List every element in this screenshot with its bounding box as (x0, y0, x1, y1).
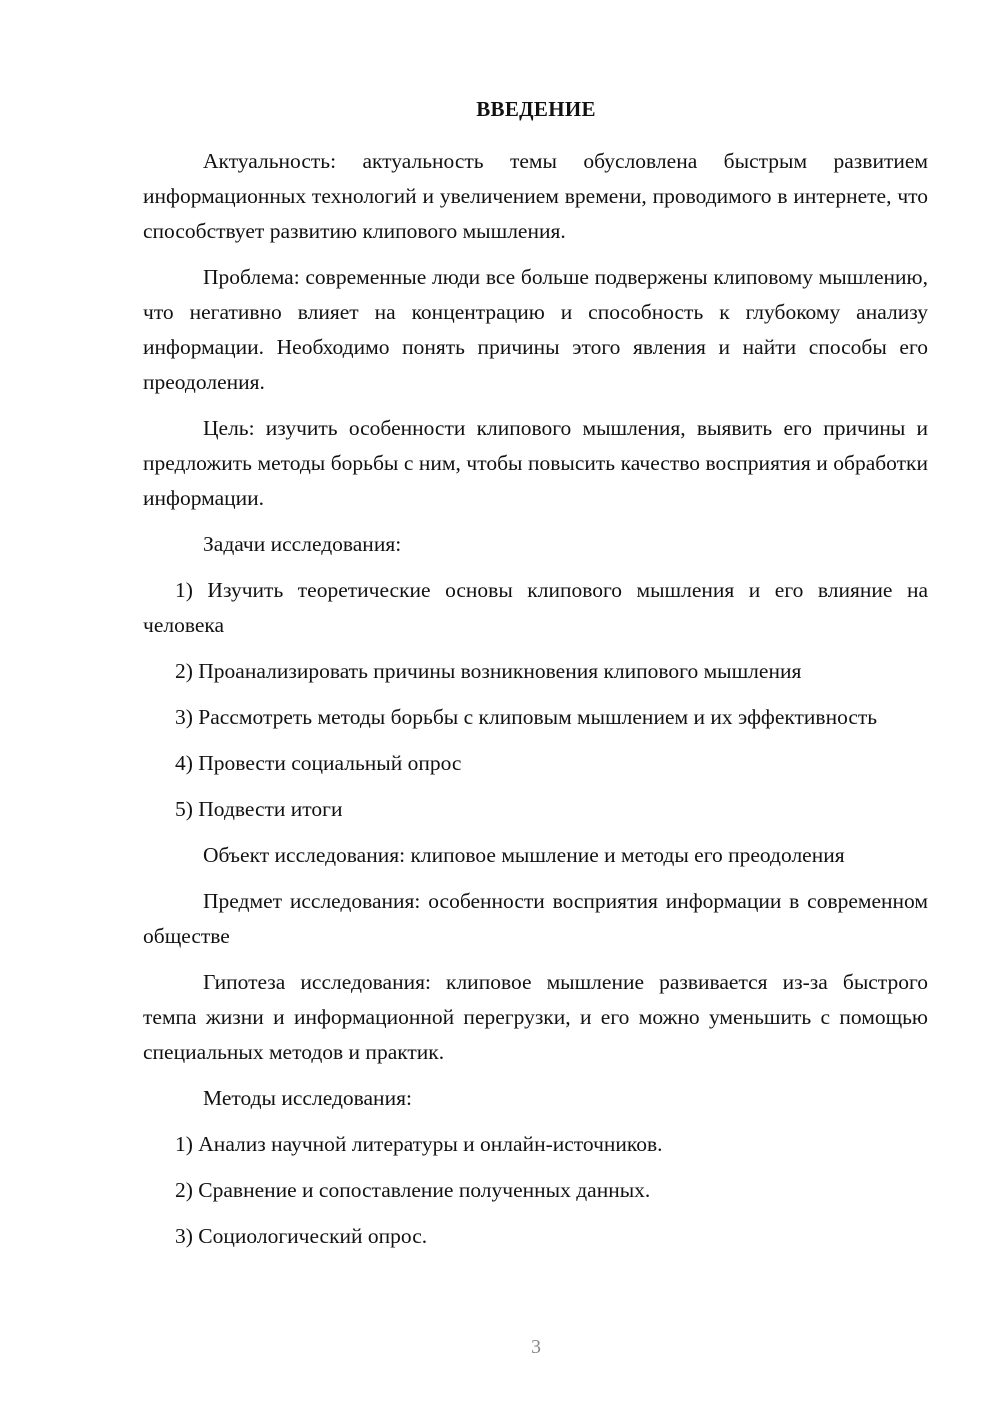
paragraph-methods-heading: Методы исследования: (203, 1086, 412, 1110)
paragraph-tasks-heading: Задачи исследования: (203, 532, 402, 556)
list-item-task-5: 5) Подвести итоги (175, 797, 343, 821)
paragraph-relevance: Актуальность: актуальность темы обусловлена быстрым развитием информационных технологий и увеличением времени, проводимого в интернете, что способствует развитию клипового мышления. (143, 149, 928, 243)
paragraph-object: Объект исследования: клиповое мышление и методы его преодоления (203, 843, 845, 867)
paragraph-goal: Цель: изучить особенности клипового мышления, выявить его причины и предложить методы борьбы с ним, чтобы повысить качество восприятия и обработки информации. (143, 416, 928, 510)
list-item-task-1: 1) Изучить теоретические основы клипового мышления и его влияние на человека (143, 578, 928, 637)
list-item-method-1: 1) Анализ научной литературы и онлайн-источников. (175, 1132, 663, 1156)
list-item-task-2: 2) Проанализировать причины возникновения клипового мышления (175, 659, 802, 683)
paragraph-problem: Проблема: современные люди все больше подвержены клиповому мышлению, что негативно влияет на концентрацию и способность к глубокому анализу информации. Необходимо понять причины этого явления и найти способы его преодоления. (143, 265, 928, 394)
paragraph-hypothesis: Гипотеза исследования: клиповое мышление развивается из-за быстрого темпа жизни и информационной перегрузки, и его можно уменьшить с помощью специальных методов и практик. (143, 970, 928, 1064)
page-title: ВВЕДЕНИЕ (476, 97, 596, 121)
list-item-method-2: 2) Сравнение и сопоставление полученных данных. (175, 1178, 651, 1202)
page-number: 3 (531, 1336, 541, 1358)
list-item-method-3: 3) Социологический опрос. (175, 1224, 428, 1248)
list-item-task-4: 4) Провести социальный опрос (175, 751, 462, 775)
paragraph-subject: Предмет исследования: особенности восприятия информации в современном обществе (143, 889, 928, 948)
list-item-task-3: 3) Рассмотреть методы борьбы с клиповым мышлением и их эффективность (175, 705, 878, 729)
document-body (143, 144, 928, 1265)
